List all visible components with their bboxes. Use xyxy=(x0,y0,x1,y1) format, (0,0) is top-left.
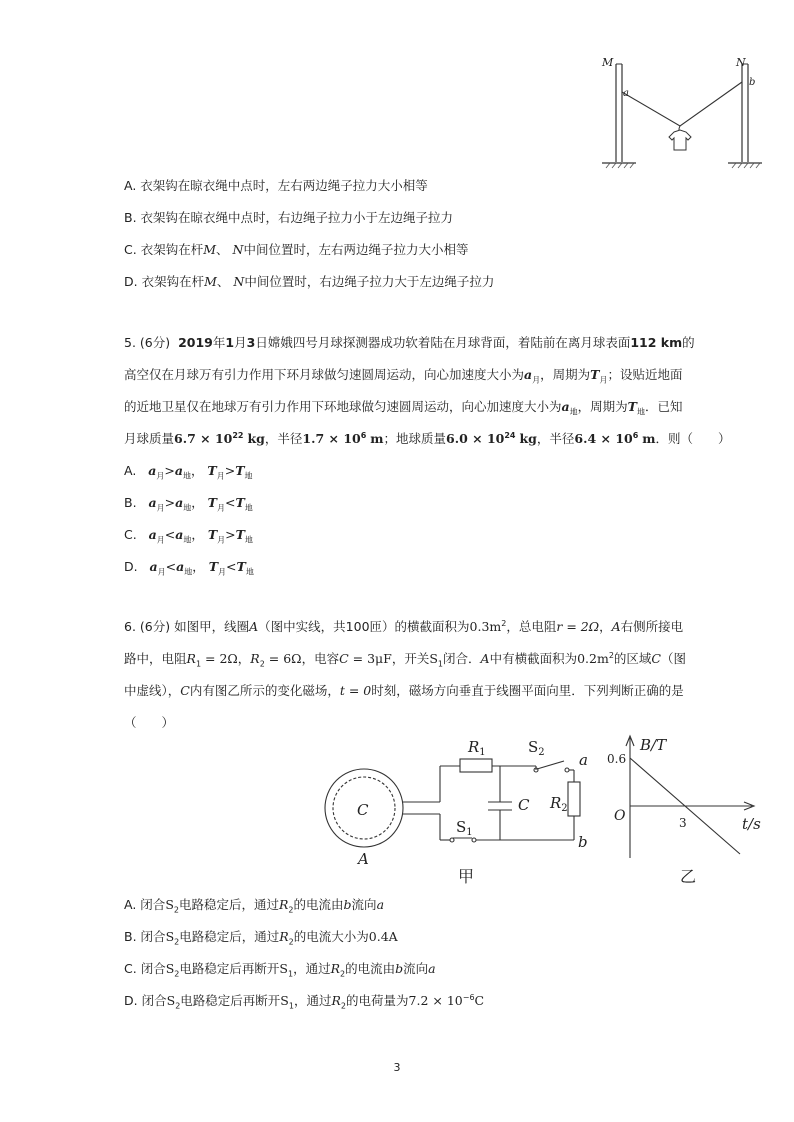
q4-option-c: C. 衣架钩在杆M、 N中间位置时，左右两边绳子拉力大小相等 xyxy=(124,242,469,257)
q6-line2: 路中，电阻$R_1 = 2\Omega$，$R_2 = 6\Omega$，电容C = 3μF，开关$S_1$闭合．A中有横截面积为$0.2m^2$的区域C（图 xyxy=(124,650,687,669)
graph-y-label: B/T xyxy=(640,736,667,754)
shirt-icon xyxy=(669,130,691,150)
label-b: b xyxy=(749,77,756,88)
q4-option-d: D. 衣架钩在杆M、 N中间位置时，右边绳子拉力大于左边绳子拉力 xyxy=(124,274,495,289)
q6-option-c: C. 闭合$S_2$电路稳定后再断开$S_1$，通过$R_2$的电流由b流向a xyxy=(124,961,436,979)
q5-option-a: A. $a_月>a_地$， $T_月>T_地$ xyxy=(124,463,253,481)
circuit-label-b: b xyxy=(578,833,588,851)
q6-line4: （ ） xyxy=(124,715,175,730)
graph-y-tick: 0.6 xyxy=(607,752,627,766)
clothesline-figure xyxy=(598,52,768,174)
q4-option-a: A. 衣架钩在晾衣绳中点时，左右两边绳子拉力大小相等 xyxy=(124,178,428,193)
graph-x-label: t/s xyxy=(742,815,761,833)
q5-option-c: C. $a_月<a_地$， $T_月>T_地$ xyxy=(124,527,253,545)
q6-option-d: D. 闭合$S_2$电路稳定后再断开$S_1$，通过$R_2$的电荷量为$7.2 \times 10^{-6}C$ xyxy=(124,992,485,1011)
q5-option-b: B. $a_月>a_地$， $T_月<T_地$ xyxy=(124,495,253,513)
circuit-label-a-coil: A xyxy=(358,850,369,868)
resistor-r1 xyxy=(460,759,492,772)
circuit-label-s1: $S_1$ xyxy=(456,818,473,838)
circuit-label-c: C xyxy=(357,801,369,819)
resistor-r2 xyxy=(568,782,580,816)
circuit-label-capacitor: C xyxy=(518,796,530,814)
graph-x-tick: 3 xyxy=(679,816,687,830)
q5-line3: 的近地卫星仅在地球万有引力作用下环地球做匀速圆周运动，向心加速度大小为$a_地$，周期为$T_地$．已知 xyxy=(124,399,683,417)
q5-line2: 高空仅在月球万有引力作用下环月球做匀速圆周运动，向心加速度大小为$a_月$，周期为$T_月$；设贴近地面 xyxy=(124,367,683,385)
circuit-label-a: a xyxy=(579,751,588,769)
circuit-caption: 甲 xyxy=(458,867,475,886)
q4-option-b: B. 衣架钩在晾衣绳中点时，右边绳子拉力小于左边绳子拉力 xyxy=(124,210,454,225)
q5-line1: 5. (6分) 2019年1月3日嫦娥四号月球探测器成功软着陆在月球背面，着陆前在离月球表面112 km的 xyxy=(124,335,695,350)
circuit-label-r1: $R_1$ xyxy=(468,738,486,758)
circuit-label-s2: $S_2$ xyxy=(528,738,545,758)
q5-option-d: D. $a_月<a_地$， $T_月<T_地$ xyxy=(124,559,254,577)
circuit-diagram xyxy=(322,730,602,890)
graph-caption: 乙 xyxy=(680,867,697,886)
page-number: 3 xyxy=(393,1061,401,1074)
q6-line3: 中虚线），C内有图乙所示的变化磁场，t = 0时刻，磁场方向垂直于线圈平面向里．下列判断正确的是 xyxy=(124,683,684,698)
q5-line4: 月球质量$6.7 \times 10^{22}$ kg，半径$1.7 \times 10^6$ m；地球质量$6.0 \times 10^{24}$ kg，半径$6.4 \times 10^6$ m．则（ ） xyxy=(124,430,731,446)
switch-s2 xyxy=(537,761,564,769)
circuit-label-r2: $R_2$ xyxy=(550,794,568,814)
bt-graph xyxy=(604,730,774,890)
q6-option-a: A. 闭合$S_2$电路稳定后，通过$R_2$的电流由b流向a xyxy=(124,897,385,915)
label-n: N xyxy=(736,56,746,69)
graph-origin: O xyxy=(614,808,626,824)
label-a: a xyxy=(623,88,629,99)
q6-line1: 6. (6分) 如图甲，线圈A（图中实线，共100匝）的横截面积为$0.3m^2$，总电阻r = 2Ω，A右侧所接电 xyxy=(124,618,684,634)
label-m: M xyxy=(602,56,614,69)
q6-option-b: B. 闭合$S_2$电路稳定后，通过$R_2$的电流大小为0.4A xyxy=(124,929,398,947)
